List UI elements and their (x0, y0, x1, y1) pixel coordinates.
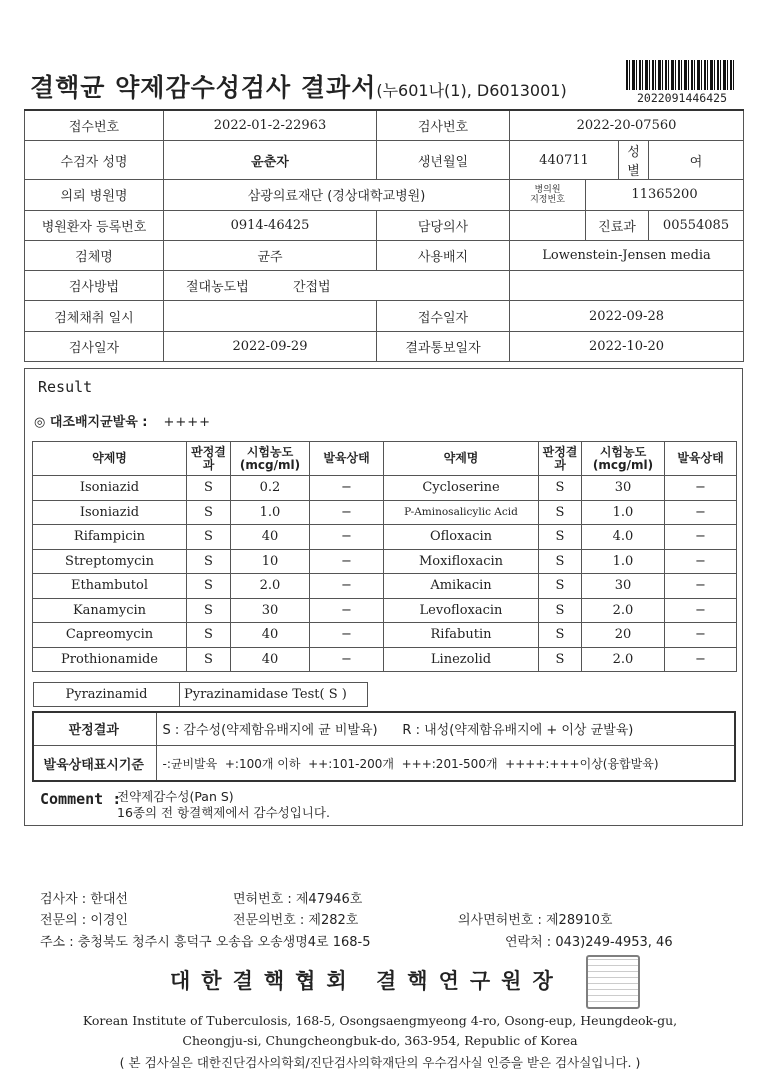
english-address-line1: Korean Institute of Tuberculosis, 168-5, Osongsaengmyeong 4-ro, Osong-eup, Heungdeok-gu, (82, 1013, 678, 1028)
title-text: 결핵균 약제감수성검사 결과서 (30, 73, 377, 102)
receipt-no-value: 2022-01-2-22963 (164, 110, 377, 141)
comment-label: Comment : (40, 790, 122, 808)
concentration-cell: 1.0 (582, 500, 665, 525)
sex-label: 성별 (619, 141, 649, 180)
barcode-number: 2022091446425 (636, 91, 727, 105)
method-2: 간접법 (292, 280, 331, 296)
growth-status-cell: − (310, 623, 384, 648)
judgement-cell: S (539, 500, 582, 525)
birth-label: 생년월일 (377, 141, 510, 180)
drug-name-cell: Amikacin (384, 574, 539, 599)
judgement-cell: S (187, 476, 231, 501)
judge-header: 판정결과 (187, 442, 231, 476)
certification-note: ( 본 검사실은 대한진단검사의학회/진단검사의학재단의 우수검사실 인증을 받은 검사실입니다. ) (119, 1055, 641, 1070)
judgement-cell: S (539, 549, 582, 574)
specimen-label: 검체명 (25, 240, 164, 270)
concentration-cell: 30 (582, 476, 665, 501)
patient-reg-label: 병원환자 등록번호 (25, 210, 164, 240)
drug-row (33, 549, 737, 574)
drug-row (33, 598, 737, 623)
drug-row (33, 623, 737, 648)
control-growth-value: ++++ (163, 415, 212, 430)
drug-name-cell: Prothionamide (33, 647, 187, 672)
judgement-cell: S (187, 500, 231, 525)
official-seal-icon (586, 955, 640, 1009)
judgement-cell: S (187, 598, 231, 623)
medium-value: Lowenstein-Jensen media (510, 240, 744, 270)
growth-status-cell: − (665, 623, 737, 648)
growth-legend-text: -:균비발육 +:100개 이하 ++:101-200개 +++:201-500개 ++++:+++이상(융합발육) (162, 756, 659, 771)
collect-date-value (164, 301, 377, 331)
medium-label: 사용배지 (377, 240, 510, 270)
drug-row (33, 500, 737, 525)
name-label: 수검자 성명 (25, 141, 164, 180)
growth-status-cell: − (665, 647, 737, 672)
specialist: 전문의 : 이경인 (40, 913, 128, 928)
drug-name-cell: Rifampicin (33, 525, 187, 550)
address: 주소 : 충청북도 청주시 흥덕구 오송읍 오송생명4로 168-5 (40, 935, 371, 950)
specimen-value: 균주 (164, 240, 377, 270)
english-address-line2: Cheongju-si, Chungcheongbuk-do, 363-954, Republic of Korea (182, 1033, 578, 1048)
report-date-value: 2022-10-20 (510, 331, 744, 361)
method-value (164, 271, 510, 301)
patient-info-table (24, 109, 744, 362)
drug-susceptibility-table (32, 441, 737, 672)
drug-name-cell: Moxifloxacin (384, 549, 539, 574)
judgement-cell: S (539, 476, 582, 501)
name-value: 윤춘자 (164, 141, 377, 180)
judgement-cell: S (187, 525, 231, 550)
test-no-value: 2022-20-07560 (510, 110, 744, 141)
collect-date-label: 검체채취 일시 (25, 301, 164, 331)
result-label: Result (38, 378, 93, 396)
method-label: 검사방법 (25, 271, 164, 301)
concentration-cell: 1.0 (582, 549, 665, 574)
drug-row (33, 574, 737, 599)
judge-header: 판정결과 (539, 442, 582, 476)
receipt-no-label: 접수번호 (25, 110, 164, 141)
test-date-value: 2022-09-29 (164, 331, 377, 361)
hospital-id-label-line1: 병의원 (534, 184, 561, 195)
concentration-cell: 40 (231, 647, 310, 672)
growth-status-cell: − (310, 574, 384, 599)
drug-name-cell: Isoniazid (33, 500, 187, 525)
conc-header: 시험농도(mcg/ml) (231, 442, 310, 476)
drug-row (33, 647, 737, 672)
control-growth-label: ◎ 대조배지균발육 : (34, 415, 148, 430)
growth-header: 발육상태 (310, 442, 384, 476)
barcode-icon (626, 60, 736, 90)
growth-status-cell: − (665, 574, 737, 599)
drug-name-cell: Capreomycin (33, 623, 187, 648)
concentration-cell: 2.0 (582, 647, 665, 672)
pza-result: Pyrazinamidase Test( S ) (180, 683, 368, 707)
judgement-cell: S (187, 549, 231, 574)
judge-legend-label: 판정결과 (32, 711, 156, 746)
growth-status-cell: − (310, 647, 384, 672)
sex-value: 여 (649, 141, 744, 180)
concentration-cell: 40 (231, 525, 310, 550)
contact: 연락처 : 043)249-4953, 46 (505, 935, 673, 950)
drug-name-cell: P-Aminosalicylic Acid (384, 500, 539, 525)
growth-header: 발육상태 (665, 442, 737, 476)
judgement-cell: S (187, 623, 231, 648)
form-code: (누601나(1), D6013001) (376, 81, 567, 100)
drug-header: 약제명 (384, 442, 539, 476)
pza-name: Pyrazinamid (34, 683, 180, 707)
concentration-cell: 2.0 (582, 598, 665, 623)
growth-status-cell: − (310, 476, 384, 501)
drug-name-cell: Ethambutol (33, 574, 187, 599)
judgement-cell: S (539, 623, 582, 648)
drug-header: 약제명 (33, 442, 187, 476)
method-empty (510, 271, 744, 301)
test-no-label: 검사번호 (377, 110, 510, 141)
drug-name-cell: Ofloxacin (384, 525, 539, 550)
hospital-value: 삼광의료재단 (경상대학교병원) (164, 180, 510, 210)
judgement-cell: S (539, 574, 582, 599)
doctor-value (510, 210, 586, 240)
concentration-cell: 0.2 (231, 476, 310, 501)
doctor-label: 담당의사 (377, 210, 510, 240)
concentration-cell: 30 (231, 598, 310, 623)
growth-status-cell: − (665, 549, 737, 574)
concentration-cell: 4.0 (582, 525, 665, 550)
conc-header: 시험농도(mcg/ml) (582, 442, 665, 476)
receive-date-value: 2022-09-28 (510, 301, 744, 331)
legend-table (32, 711, 736, 780)
judgement-cell: S (539, 525, 582, 550)
growth-status-cell: − (665, 500, 737, 525)
license-no: 면허번호 : 제47946호 (233, 892, 363, 907)
concentration-cell: 40 (231, 623, 310, 648)
drug-row (33, 476, 737, 501)
doctor-license-no: 의사면허번호 : 제28910호 (458, 913, 613, 928)
concentration-cell: 1.0 (231, 500, 310, 525)
drug-row (33, 525, 737, 550)
birth-value: 440711 (510, 141, 619, 180)
growth-status-cell: − (665, 598, 737, 623)
drug-name-cell: Levofloxacin (384, 598, 539, 623)
growth-status-cell: − (310, 598, 384, 623)
judgement-cell: S (187, 647, 231, 672)
concentration-cell: 30 (582, 574, 665, 599)
specialist-no: 전문의번호 : 제282호 (233, 913, 359, 928)
judgement-cell: S (539, 647, 582, 672)
dept-value: 00554085 (649, 210, 744, 240)
drug-name-cell: Kanamycin (33, 598, 187, 623)
drug-name-cell: Linezolid (384, 647, 539, 672)
judge-legend-text: S : 감수성(약제함유배지에 균 비발육) R : 내성(약제함유배지에 + 이상 균발육) (156, 711, 736, 746)
control-growth (34, 411, 211, 430)
examiner: 검사자 : 한대선 (40, 892, 128, 907)
growth-status-cell: − (310, 500, 384, 525)
growth-legend-label: 발육상태표시기준 (32, 746, 156, 781)
comment-text (117, 789, 330, 821)
concentration-cell: 20 (582, 623, 665, 648)
hospital-label: 의뢰 병원명 (25, 180, 164, 210)
concentration-cell: 10 (231, 549, 310, 574)
receive-date-label: 접수일자 (377, 301, 510, 331)
drug-name-cell: Cycloserine (384, 476, 539, 501)
report-date-label: 결과통보일자 (377, 331, 510, 361)
concentration-cell: 2.0 (231, 574, 310, 599)
document-title (30, 68, 567, 104)
judgement-cell: S (539, 598, 582, 623)
test-date-label: 검사일자 (25, 331, 164, 361)
pyrazinamide-table (33, 682, 368, 707)
drug-name-cell: Rifabutin (384, 623, 539, 648)
patient-reg-value: 0914-46425 (164, 210, 377, 240)
dept-label: 진료과 (586, 210, 649, 240)
judgement-cell: S (187, 574, 231, 599)
drug-name-cell: Isoniazid (33, 476, 187, 501)
hospital-id-label-line2: 지정번호 (530, 194, 565, 205)
drug-name-cell: Streptomycin (33, 549, 187, 574)
hospital-id-value: 11365200 (586, 180, 744, 210)
hospital-id-label (510, 180, 586, 210)
method-1: 절대농도법 (186, 280, 249, 296)
growth-status-cell: − (310, 525, 384, 550)
growth-status-cell: − (665, 525, 737, 550)
growth-status-cell: − (665, 476, 737, 501)
growth-status-cell: − (310, 549, 384, 574)
institute-name: 대한결핵협회 결핵연구원장 (170, 968, 564, 993)
comment-line2: 16종의 전 항결핵제에서 감수성입니다. (117, 805, 330, 820)
comment-line1: 전약제감수성(Pan S) (117, 789, 234, 804)
